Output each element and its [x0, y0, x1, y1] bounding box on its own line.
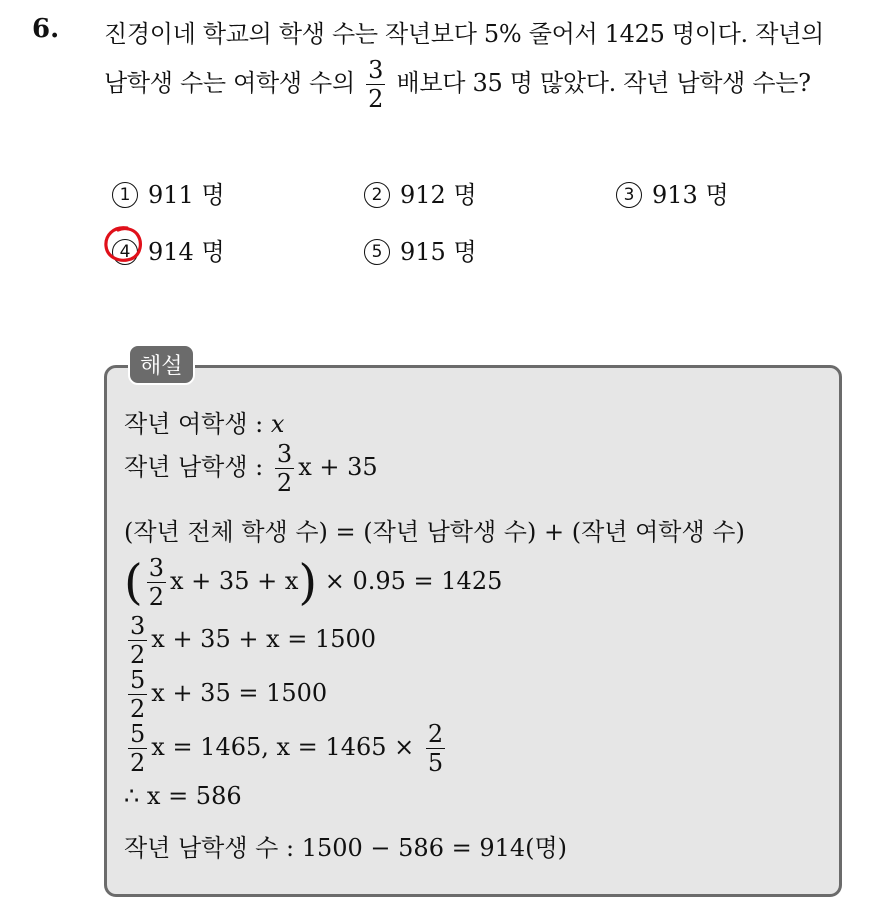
solution-line-4-fraction — [147, 556, 166, 609]
choice-text-2: 912 명 — [400, 181, 477, 209]
solution-line-6-denominator: 2 — [130, 695, 146, 723]
left-paren: ( — [124, 554, 143, 611]
choice-text-5: 915 명 — [400, 238, 477, 266]
solution-line-7-denominator-1: 2 — [130, 749, 146, 777]
question-line-1: 진경이네 학교의 학생 수는 작년보다 5% 줄어서 1425 명이다. 작년의 — [104, 20, 824, 48]
solution-line-7-numerator-2: 2 — [427, 720, 444, 748]
choice-number-2: 2 — [364, 182, 390, 208]
choice-number-4: 4 — [112, 239, 138, 265]
solution-line-6 — [124, 668, 327, 721]
choice-text-1: 911 명 — [148, 181, 225, 209]
solution-line-5-expression: x + 35 + x = 1500 — [151, 625, 377, 653]
choice-number-1: 1 — [112, 182, 138, 208]
solution-line-7-numerator-1: 5 — [130, 720, 146, 748]
fraction-numerator: 3 — [368, 56, 384, 84]
question-line-2-end: 배보다 35 명 많았다. 작년 남학생 수는? — [396, 69, 811, 97]
solution-line-2-label: 작년 남학생 : — [124, 453, 264, 481]
solution-line-8: ∴ x = 586 — [124, 782, 242, 810]
solution-line-4-inner: x + 35 + x — [170, 567, 299, 595]
question-number: 6. — [32, 14, 60, 44]
solution-line-6-numerator: 5 — [130, 666, 146, 694]
solution-line-1-label: 작년 여학생 : — [124, 410, 264, 438]
solution-line-2 — [124, 442, 378, 495]
choice-3[interactable] — [616, 175, 729, 210]
solution-line-5-numerator: 3 — [130, 612, 146, 640]
solution-line-7-fraction-1 — [128, 722, 147, 775]
solution-tag: 해설 — [128, 344, 195, 385]
question-fraction — [366, 58, 385, 111]
solution-line-5 — [124, 614, 376, 667]
solution-line-9: 작년 남학생 수 : 1500 − 586 = 914(명) — [124, 834, 568, 862]
solution-line-3: (작년 전체 학생 수) = (작년 남학생 수) + (작년 여학생 수) — [124, 518, 745, 546]
solution-line-5-fraction — [128, 614, 147, 667]
solution-line-4-numerator: 3 — [148, 554, 165, 582]
solution-line-2-expression: x + 35 — [298, 453, 378, 481]
solution-line-7 — [124, 722, 449, 775]
solution-line-5-denominator: 2 — [130, 641, 146, 669]
solution-line-7-expression: x = 1465, x = 1465 × — [151, 733, 415, 761]
choice-1[interactable] — [112, 175, 225, 210]
solution-line-2-denominator: 2 — [276, 469, 293, 497]
solution-line-4-rest: × 0.95 = 1425 — [324, 567, 503, 595]
solution-line-2-numerator: 3 — [276, 440, 293, 468]
choice-number-5: 5 — [364, 239, 390, 265]
choice-text-4: 914 명 — [148, 238, 225, 266]
answer-circle-mark-icon — [101, 222, 145, 266]
choice-2[interactable] — [364, 175, 477, 210]
solution-line-1-var: x — [270, 410, 285, 438]
fraction-denominator: 2 — [368, 85, 384, 113]
solution-line-2-fraction — [275, 442, 294, 495]
solution-line-1 — [124, 404, 284, 439]
solution-line-4-denominator: 2 — [148, 583, 165, 611]
choice-text-3: 913 명 — [652, 181, 729, 209]
choice-number-3: 3 — [616, 182, 642, 208]
solution-line-7-denominator-2: 5 — [427, 749, 444, 777]
question-line-2-start: 남학생 수는 여학생 수의 — [104, 69, 355, 97]
solution-line-4 — [124, 556, 502, 609]
right-paren: ) — [298, 554, 318, 611]
choice-5[interactable] — [364, 232, 477, 267]
solution-line-7-fraction-2 — [426, 722, 445, 775]
question-line-2 — [104, 58, 811, 111]
solution-line-6-expression: x + 35 = 1500 — [151, 679, 328, 707]
solution-line-6-fraction — [128, 668, 147, 721]
